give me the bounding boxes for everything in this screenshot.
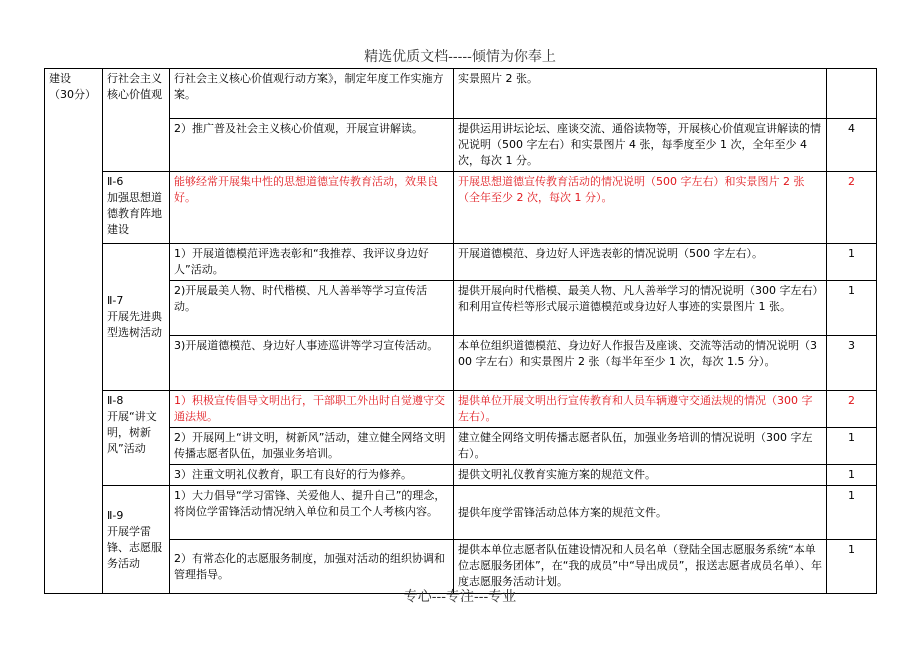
- score-cell: 3: [827, 336, 877, 391]
- score-cell: 1: [827, 465, 877, 486]
- table-row: [45, 465, 877, 486]
- requirement-cell: 1）开展道德模范评选表彰和“我推荐、我评议身边好人”活动。: [170, 244, 454, 281]
- table-row: [45, 281, 877, 336]
- table-row: [45, 428, 877, 465]
- requirement-cell: 1）积极宣传倡导文明出行，干部职工外出时自觉遵守交通法规。: [170, 391, 454, 428]
- page-header: 精选优质文档-----倾情为你奉上: [364, 49, 556, 65]
- subcategory-cell: Ⅱ-8 开展“讲文明，树新风”活动: [103, 391, 170, 486]
- evidence-cell: 本单位组织道德模范、身边好人作报告及座谈、交流等活动的情况说明（300 字左右）和实景图片 2 张（每半年至少 1 次，每次 1.5 分）。: [454, 336, 827, 391]
- score-cell: 1: [827, 486, 877, 540]
- table-row: [45, 69, 877, 119]
- score-cell: 1: [827, 540, 877, 594]
- score-cell: 4: [827, 119, 877, 172]
- evidence-cell: 提供文明礼仪教育实施方案的规范文件。: [454, 465, 827, 486]
- evidence-cell: 提供运用讲坛论坛、座谈交流、通俗读物等，开展核心价值观宣讲解读的情况说明（500 字左右）和实景图片 4 张，每季度至少 1 次，全年至少 4 次，每次 1 分。: [454, 119, 827, 172]
- evidence-cell: 提供开展向时代楷模、最美人物、凡人善举学习的情况说明（300 字左右）和利用宣传栏等形式展示道德模范或身边好人事迹的实景图片 1 张。: [454, 281, 827, 336]
- requirement-cell: 能够经常开展集中性的思想道德宣传教育活动，效果良好。: [170, 172, 454, 244]
- requirement-cell: 3）注重文明礼仪教育，职工有良好的行为修养。: [170, 465, 454, 486]
- score-cell: 1: [827, 428, 877, 465]
- requirement-cell: 2）有常态化的志愿服务制度，加强对活动的组织协调和管理指导。: [170, 540, 454, 594]
- table-row: [45, 391, 877, 428]
- subcategory-cell: Ⅱ-6 加强思想道德教育阵地建设: [103, 172, 170, 244]
- category-cell: 建设 （30分）: [45, 69, 103, 594]
- requirement-cell: 行社会主义核心价值观行动方案》，制定年度工作实施方案。: [170, 69, 454, 119]
- table-row: [45, 119, 877, 172]
- subcategory-cell: Ⅱ-7 开展先进典型选树活动: [103, 244, 170, 391]
- requirement-cell: 3)开展道德模范、身边好人事迹巡讲等学习宣传活动。: [170, 336, 454, 391]
- score-cell: 2: [827, 391, 877, 428]
- evidence-cell: 提供单位开展文明出行宣传教育和人员车辆遵守交通法规的情况（300 字左右）。: [454, 391, 827, 428]
- evidence-cell: 提供年度学雷锋活动总体方案的规范文件。: [454, 486, 827, 540]
- evidence-cell: 建立健全网络文明传播志愿者队伍，加强业务培训的情况说明（300 字左右）。: [454, 428, 827, 465]
- evaluation-table: [44, 68, 877, 594]
- evidence-cell: 提供本单位志愿者队伍建设情况和人员名单（登陆全国志愿服务系统“本单位志愿服务团体”，在“我的成员”中“导出成员”，报送志愿者成员名单）、年度志愿服务活动计划。: [454, 540, 827, 594]
- score-cell: 1: [827, 244, 877, 281]
- evidence-cell: 实景照片 2 张。: [454, 69, 827, 119]
- score-cell: 2: [827, 172, 877, 244]
- subcategory-cell: Ⅱ-9 开展学雷锋、志愿服务活动: [103, 486, 170, 594]
- requirement-cell: 2）推广普及社会主义核心价值观，开展宣讲解读。: [170, 119, 454, 172]
- score-cell: 1: [827, 281, 877, 336]
- table-row: [45, 486, 877, 540]
- evidence-cell: 开展道德模范、身边好人评选表彰的情况说明（500 字左右）。: [454, 244, 827, 281]
- score-cell: [827, 69, 877, 119]
- page-footer: 专心---专注---专业: [403, 589, 517, 605]
- subcategory-cell: 行社会主义核心价值观: [103, 69, 170, 172]
- evidence-cell: 开展思想道德宣传教育活动的情况说明（500 字左右）和实景图片 2 张（全年至少 2 次，每次 1 分）。: [454, 172, 827, 244]
- table-row: [45, 244, 877, 281]
- table-row: [45, 336, 877, 391]
- requirement-cell: 2)开展最美人物、时代楷模、凡人善举等学习宣传活动。: [170, 281, 454, 336]
- requirement-cell: 1）大力倡导“学习雷锋、关爱他人、提升自己”的理念，将岗位学雷锋活动情况纳入单位和员工个人考核内容。: [170, 486, 454, 540]
- requirement-cell: 2）开展网上“讲文明，树新风”活动，建立健全网络文明传播志愿者队伍，加强业务培训。: [170, 428, 454, 465]
- table-row: [45, 172, 877, 244]
